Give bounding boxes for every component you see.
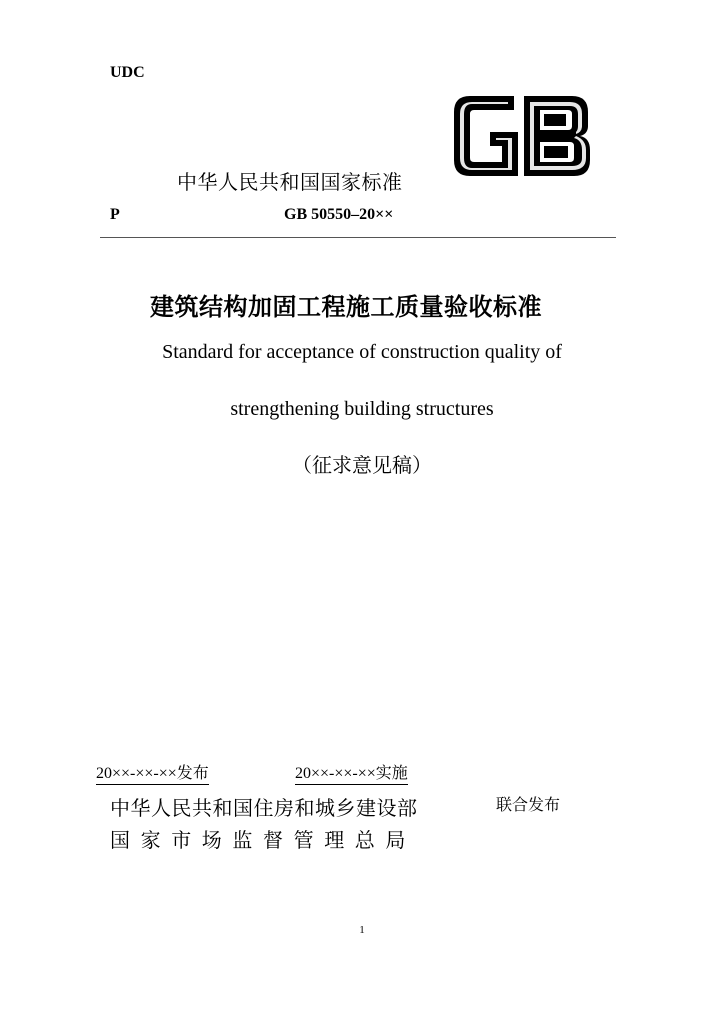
standard-number: GB 50550–20×× bbox=[284, 206, 394, 223]
category-label: P bbox=[110, 206, 120, 223]
issuer-ministry: 中华人民共和国住房和城乡建设部 bbox=[110, 796, 418, 820]
title-english-line1: Standard for acceptance of construction quality of bbox=[162, 341, 562, 363]
joint-issue-label: 联合发布 bbox=[496, 795, 561, 814]
draft-note: （征求意见稿） bbox=[292, 455, 432, 477]
gb-logo bbox=[452, 92, 592, 180]
page-number: 1 bbox=[359, 924, 365, 936]
title-chinese: 建筑结构加固工程施工质量验收标准 bbox=[150, 293, 542, 321]
udc-label: UDC bbox=[110, 64, 145, 81]
header-divider bbox=[100, 237, 616, 238]
effective-date: 20××-××-××实施 bbox=[295, 764, 408, 785]
publish-date: 20××-××-××发布 bbox=[96, 764, 209, 785]
issuer-market-administration: 国家市场监督管理总局 bbox=[110, 828, 416, 852]
title-english-line2: strengthening building structures bbox=[230, 398, 494, 420]
national-standard-label: 中华人民共和国国家标准 bbox=[177, 170, 403, 194]
